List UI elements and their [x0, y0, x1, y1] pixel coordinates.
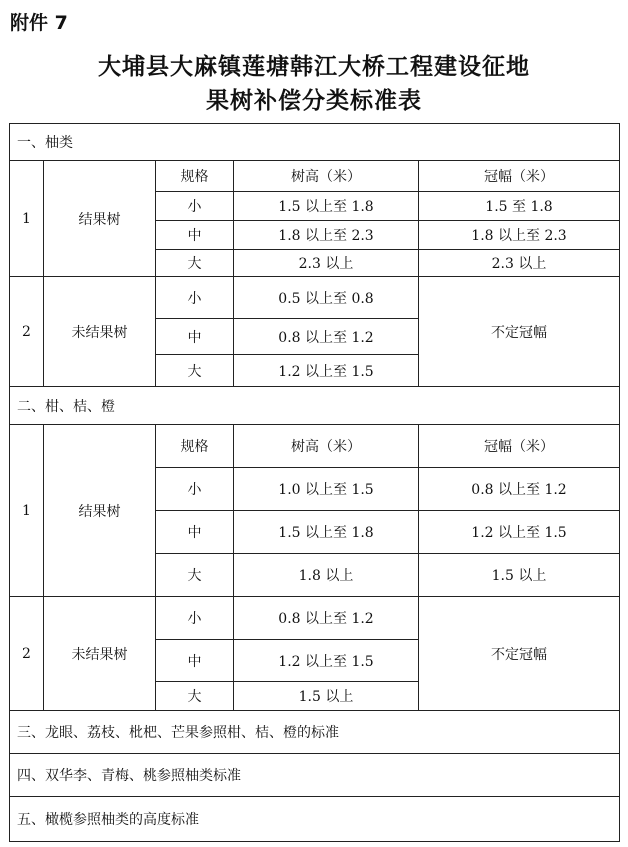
crown-cell: 1.2 以上至 1.5 — [419, 511, 620, 554]
crown-cell: 1.8 以上至 2.3 — [419, 221, 620, 250]
group-number: 2 — [10, 277, 44, 387]
size-cell: 小 — [156, 192, 234, 221]
column-header-height: 树高（米） — [234, 425, 419, 468]
height-cell: 1.0 以上至 1.5 — [234, 468, 419, 511]
size-cell: 大 — [156, 250, 234, 277]
group-name: 结果树 — [44, 161, 156, 277]
section-title: 二、柑、桔、橙 — [10, 387, 620, 425]
table-header-row — [10, 161, 620, 192]
height-cell: 1.5 以上 — [234, 682, 419, 711]
crown-cell: 0.8 以上至 1.2 — [419, 468, 620, 511]
height-cell: 1.5 以上至 1.8 — [234, 511, 419, 554]
section-title: 三、龙眼、荔枝、枇杷、芒果参照柑、桔、橙的标准 — [10, 711, 620, 754]
size-cell: 中 — [156, 221, 234, 250]
column-header-spec: 规格 — [156, 161, 234, 192]
height-cell: 1.5 以上至 1.8 — [234, 192, 419, 221]
size-cell: 大 — [156, 355, 234, 387]
group-name: 结果树 — [44, 425, 156, 597]
height-cell: 1.2 以上至 1.5 — [234, 640, 419, 682]
section-title: 四、双华李、青梅、桃参照柚类标准 — [10, 754, 620, 797]
height-cell: 1.2 以上至 1.5 — [234, 355, 419, 387]
size-cell: 大 — [156, 682, 234, 711]
section-row — [10, 754, 620, 797]
height-cell: 1.8 以上 — [234, 554, 419, 597]
column-header-crown: 冠幅（米） — [419, 425, 620, 468]
size-cell: 中 — [156, 319, 234, 355]
section-row — [10, 124, 620, 161]
section-title: 五、橄榄参照柚类的高度标准 — [10, 797, 620, 842]
table-row — [10, 597, 620, 640]
document-title-line1: 大埔县大麻镇莲塘韩江大桥工程建设征地 — [98, 53, 530, 80]
size-cell: 小 — [156, 277, 234, 319]
crown-merged-cell: 不定冠幅 — [419, 597, 620, 711]
size-cell: 大 — [156, 554, 234, 597]
compensation-standard-table — [9, 123, 620, 842]
height-cell: 1.8 以上至 2.3 — [234, 221, 419, 250]
group-name: 未结果树 — [44, 597, 156, 711]
group-name: 未结果树 — [44, 277, 156, 387]
section-title: 一、柚类 — [10, 124, 620, 161]
size-cell: 中 — [156, 640, 234, 682]
section-row — [10, 797, 620, 842]
crown-cell: 1.5 以上 — [419, 554, 620, 597]
height-cell: 2.3 以上 — [234, 250, 419, 277]
section-row — [10, 711, 620, 754]
column-header-height: 树高（米） — [234, 161, 419, 192]
size-cell: 小 — [156, 597, 234, 640]
height-cell: 0.8 以上至 1.2 — [234, 319, 419, 355]
height-cell: 0.5 以上至 0.8 — [234, 277, 419, 319]
crown-cell: 2.3 以上 — [419, 250, 620, 277]
height-cell: 0.8 以上至 1.2 — [234, 597, 419, 640]
section-row — [10, 387, 620, 425]
group-number: 1 — [10, 161, 44, 277]
table-row — [10, 277, 620, 319]
size-cell: 小 — [156, 468, 234, 511]
document-title-line2: 果树补偿分类标准表 — [206, 87, 422, 114]
group-number: 2 — [10, 597, 44, 711]
crown-merged-cell: 不定冠幅 — [419, 277, 620, 387]
table-header-row — [10, 425, 620, 468]
crown-cell: 1.5 至 1.8 — [419, 192, 620, 221]
group-number: 1 — [10, 425, 44, 597]
attachment-label: 附件 7 — [10, 12, 68, 34]
column-header-crown: 冠幅（米） — [419, 161, 620, 192]
size-cell: 中 — [156, 511, 234, 554]
column-header-spec: 规格 — [156, 425, 234, 468]
